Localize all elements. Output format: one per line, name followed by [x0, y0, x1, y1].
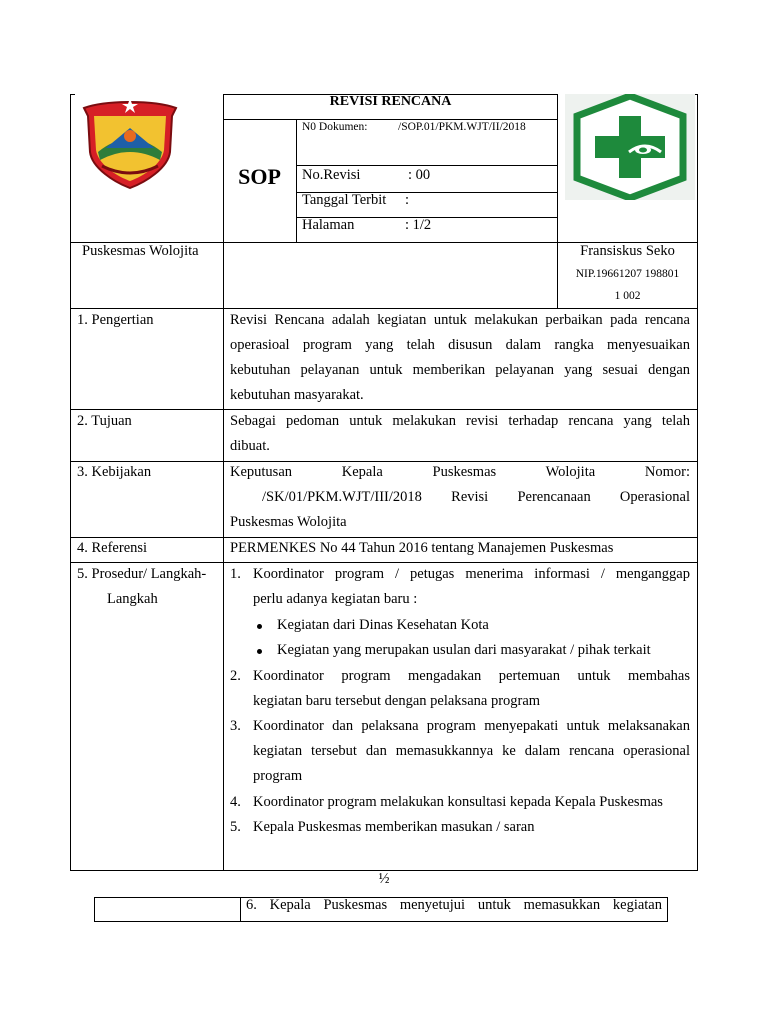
revision-value: : 00 [408, 167, 431, 183]
step-number: 4. [230, 794, 241, 810]
kebijakan-line: /SK/01/PKM.WJT/III/2018 Revisi Perencanaan Operasional [262, 489, 690, 505]
step-line: Kepala Puskesmas memberikan masukan / saran [253, 819, 535, 835]
signer-nip-line-1: NIP.19661207 198801 [575, 268, 680, 280]
signer-name: Fransiskus Seko [580, 243, 675, 259]
step-line: kegiatan baru tersebut dengan pelaksana program [253, 693, 541, 709]
issue-date-label: Tanggal Terbit [302, 192, 387, 208]
sop-label: SOP [238, 164, 281, 189]
step-number: 2. [230, 668, 241, 684]
section-label-kebijakan: 3. Kebijakan [77, 464, 152, 480]
bullet-icon [257, 624, 262, 629]
section-label-referensi: 4. Referensi [77, 540, 148, 556]
next-page-step: 6. Kepala Puskesmas menyetujui untuk memasukkan kegiatan [246, 897, 662, 913]
section-label-pengertian: 1. Pengertian [77, 312, 154, 328]
bullet-icon [257, 649, 262, 654]
step-line: Koordinator program melakukan konsultasi kepada Kepala Puskesmas [253, 794, 663, 810]
signer-nip-line-2: 1 002 [614, 290, 641, 302]
page-label: Halaman [302, 217, 355, 233]
step-line: perlu adanya kegiatan baru : [253, 591, 418, 607]
bullet-item: Kegiatan yang merupakan usulan dari masyarakat / pihak terkait [277, 642, 651, 658]
step-line: Koordinator dan pelaksana program menyepakati untuk melaksanakan [253, 718, 690, 734]
section-label-prosedur: 5. Prosedur/ Langkah- [77, 566, 207, 582]
pengertian-line: operasioal program yang telah disusun dalam rangka menyesuaikan [230, 337, 690, 353]
step-line: Koordinator program / petugas menerima informasi / menganggap [253, 566, 690, 582]
pengertian-line: kebutuhan masyarakat. [230, 387, 364, 403]
page-marker: ½ [378, 871, 390, 887]
regency-emblem-logo [76, 94, 184, 190]
step-line: Koordinator program mengadakan pertemuan untuk membahas [253, 668, 690, 684]
pengertian-line: kebutuhan pelayanan untuk memberikan pelayanan yang sesuai dengan [230, 362, 690, 378]
tujuan-line: dibuat. [230, 438, 270, 454]
step-number: 3. [230, 718, 241, 734]
document-title: REVISI RENCANA [329, 94, 452, 109]
kebijakan-line: Puskesmas Wolojita [230, 514, 347, 530]
org-name: Puskesmas Wolojita [82, 243, 199, 259]
revision-label: No.Revisi [302, 167, 361, 183]
bullet-item: Kegiatan dari Dinas Kesehatan Kota [277, 617, 489, 633]
referensi-text: PERMENKES No 44 Tahun 2016 tentang Manajemen Puskesmas [230, 540, 614, 556]
pengertian-line: Revisi Rencana adalah kegiatan untuk melakukan perbaikan pada rencana [230, 312, 690, 328]
issue-date-value: : [405, 192, 410, 208]
step-line: kegiatan tersebut dan memasukkannya ke dalam rencana operasional [253, 743, 690, 759]
step-number: 5. [230, 819, 241, 835]
step-line: program [253, 768, 303, 784]
page-value: : 1/2 [405, 217, 432, 233]
step-number: 1. [230, 566, 241, 582]
section-label-prosedur-cont: Langkah [107, 591, 158, 607]
doc-number-value: /SOP.01/PKM.WJT/II/2018 [398, 121, 526, 133]
kebijakan-line: Keputusan Kepala Puskesmas Wolojita Nomor: [230, 464, 690, 480]
tujuan-line: Sebagai pedoman untuk melakukan revisi terhadap rencana yang telah [230, 413, 690, 429]
section-label-tujuan: 2. Tujuan [77, 413, 132, 429]
doc-number-label: N0 Dokumen: [302, 121, 368, 133]
puskesmas-logo [565, 94, 695, 200]
